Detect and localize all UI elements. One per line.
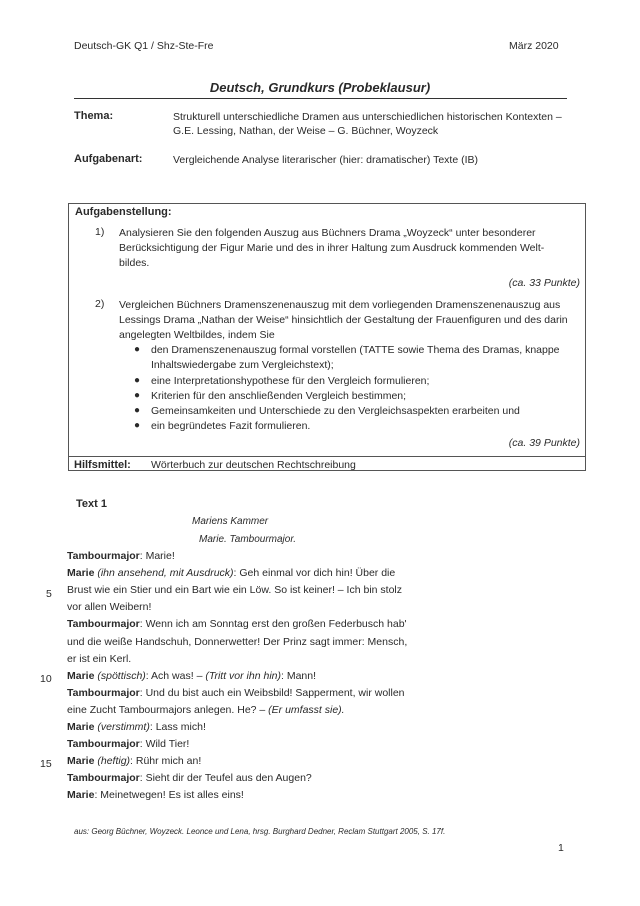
scene-title: Mariens Kammer: [192, 516, 269, 527]
title-rule: [74, 98, 567, 99]
spoken-text: : Marie!: [139, 550, 175, 562]
scene-persons: Marie. Tambourmajor.: [199, 534, 297, 545]
speaker-name: Tambourmajor: [67, 772, 140, 785]
bullet-1: den Dramenszenenauszug formal vorstellen (TATTE sowie Thema des Dramas, knappe: [151, 344, 560, 356]
task-2-number: 2): [95, 298, 105, 310]
speaker-name: Tambourmajor: [67, 738, 140, 751]
bullet-3: Kriterien für den anschließenden Vergleich bestimmen;: [151, 390, 407, 402]
dialogue-line: [67, 636, 407, 648]
bullet-marker: ●: [134, 420, 141, 431]
bullet-marker: ●: [134, 405, 141, 416]
dialogue-line: [67, 653, 131, 665]
spoken-text: : Geh einmal vor dich hin! Über die: [233, 567, 396, 580]
thema-label: Thema:: [74, 110, 114, 122]
dialogue-line: [67, 738, 189, 750]
spoken-text: und die weiße Handschuh, Donnerwetter! Der Prinz sagt immer: Mensch,: [67, 635, 408, 648]
bullet-1-cont: Inhaltswiedergabe zum Vergleichstext);: [151, 359, 334, 371]
task-1-line-2: Berücksichtigung der Figur Marie und des in ihrer Haltung zum Ausdruck kommenden Welt-: [119, 242, 545, 254]
dialogue-line: [67, 550, 175, 562]
spoken-text: : Wenn ich am Sonntag erst den großen Federbusch hab': [139, 618, 407, 631]
task-1-line-3: bildes.: [119, 257, 150, 269]
spoken-text: : Und du bist auch ein Weibsbild! Sapperment, wir wollen: [139, 686, 405, 699]
stage-direction: (verstimmt): [94, 721, 150, 733]
dialogue-line: [67, 601, 151, 613]
header-date: März 2020: [509, 40, 559, 52]
speaker-name: Marie: [67, 669, 95, 682]
spoken-text: eine Zucht Tambourmajors anlegen. He? –: [67, 703, 269, 716]
spoken-text: vor allen Weibern!: [67, 601, 152, 614]
dialogue-line: [67, 584, 402, 596]
hilfsmittel-divider: [68, 456, 586, 457]
thema-line-1: Strukturell unterschiedliche Dramen aus unterschiedlichen historischen Kontexten –: [173, 111, 562, 123]
speaker-name: Marie: [67, 789, 95, 802]
spoken-text: : Sieht dir der Teufel aus den Augen?: [139, 772, 312, 785]
speaker-name: Tambourmajor: [67, 686, 140, 699]
task-2-line-2: Lessings Drama „Nathan der Weise“ hinsichtlich der Gestaltung der Frauenfiguren und des darin: [119, 314, 568, 326]
aufgabenart-value: Vergleichende Analyse literarischer (hier: dramatischer) Texte (IB): [173, 154, 479, 166]
spoken-text: : Meinetwegen! Es ist alles eins!: [94, 789, 244, 802]
aufgabenart-label: Aufgabenart:: [74, 153, 143, 165]
page-title: Deutsch, Grundkurs (Probeklausur): [209, 80, 431, 95]
dialogue-line: [67, 618, 407, 630]
header-left: Deutsch-GK Q1 / Shz-Ste-Fre: [74, 40, 214, 52]
stage-direction: (ihn ansehend, mit Ausdruck): [94, 567, 234, 580]
bullet-4: Gemeinsamkeiten und Unterschiede zu den Vergleichsaspekten erarbeiten und: [151, 405, 520, 417]
task-1-line-1: Analysieren Sie den folgenden Auszug aus Büchners Drama „Woyzeck“ unter besonderer: [119, 227, 536, 239]
aufgabenstellung-title: Aufgabenstellung:: [75, 206, 172, 218]
dialogue-line: [67, 755, 201, 767]
hilfsmittel-value: Wörterbuch zur deutschen Rechtschreibung: [151, 459, 356, 471]
hilfsmittel-label: Hilfsmittel:: [74, 459, 131, 471]
task-2-line-3: angelegten Weltbildes, indem Sie: [119, 329, 275, 341]
speaker-name: Tambourmajor: [67, 550, 140, 562]
bullet-marker: ●: [134, 375, 141, 386]
dialogue-line: [67, 772, 312, 784]
dialogue-line: [67, 721, 206, 733]
speaker-name: Marie: [67, 721, 95, 733]
spoken-text: Brust wie ein Stier und ein Bart wie ein Löw. So ist keiner! – Ich bin stolz: [67, 584, 403, 597]
spoken-text: : Lass mich!: [149, 721, 206, 733]
speaker-name: Tambourmajor: [67, 618, 140, 631]
bullet-marker: ●: [134, 344, 141, 355]
task-2-points: (ca. 39 Punkte): [508, 437, 580, 449]
dialogue-line: [67, 670, 316, 682]
line-number-15: 15: [40, 758, 52, 770]
stage-direction: (Er umfasst sie).: [268, 703, 345, 716]
task-1-number: 1): [95, 226, 105, 238]
thema-line-2: G.E. Lessing, Nathan, der Weise – G. Büchner, Woyzeck: [173, 125, 439, 137]
line-number-10: 10: [40, 673, 52, 685]
spoken-text: : Wild Tier!: [139, 738, 190, 751]
spoken-text: : Rühr mich an!: [130, 755, 202, 768]
page-number: 1: [558, 842, 564, 854]
source-citation: aus: Georg Büchner, Woyzeck. Leonce und Lena, hrsg. Burghard Dedner, Reclam Stuttgart 2005, S. 17f.: [74, 827, 446, 836]
spoken-text: : Mann!: [280, 669, 317, 682]
dialogue-line: [67, 687, 405, 699]
task-2-line-1: Vergleichen Büchners Dramenszenenauszug mit dem vorliegenden Dramenszenenauszug aus: [119, 299, 561, 311]
dialogue-line: [67, 789, 244, 801]
stage-direction: (spöttisch): [94, 669, 146, 682]
task-1-points: (ca. 33 Punkte): [508, 277, 580, 289]
dialogue-line: [67, 704, 345, 716]
line-number-5: 5: [46, 588, 52, 600]
spoken-text: : Ach was! –: [145, 669, 206, 682]
bullet-5: ein begründetes Fazit formulieren.: [151, 420, 311, 432]
dialogue-line: [67, 567, 395, 579]
stage-direction: (heftig): [94, 755, 131, 768]
bullet-2: eine Interpretationshypothese für den Vergleich formulieren;: [151, 375, 430, 387]
speaker-name: Marie: [67, 567, 95, 580]
stage-direction: (Tritt vor ihn hin): [205, 669, 281, 682]
spoken-text: er ist ein Kerl.: [67, 652, 132, 665]
speaker-name: Marie: [67, 755, 95, 768]
text-1-label: Text 1: [76, 498, 107, 510]
bullet-marker: ●: [134, 390, 141, 401]
